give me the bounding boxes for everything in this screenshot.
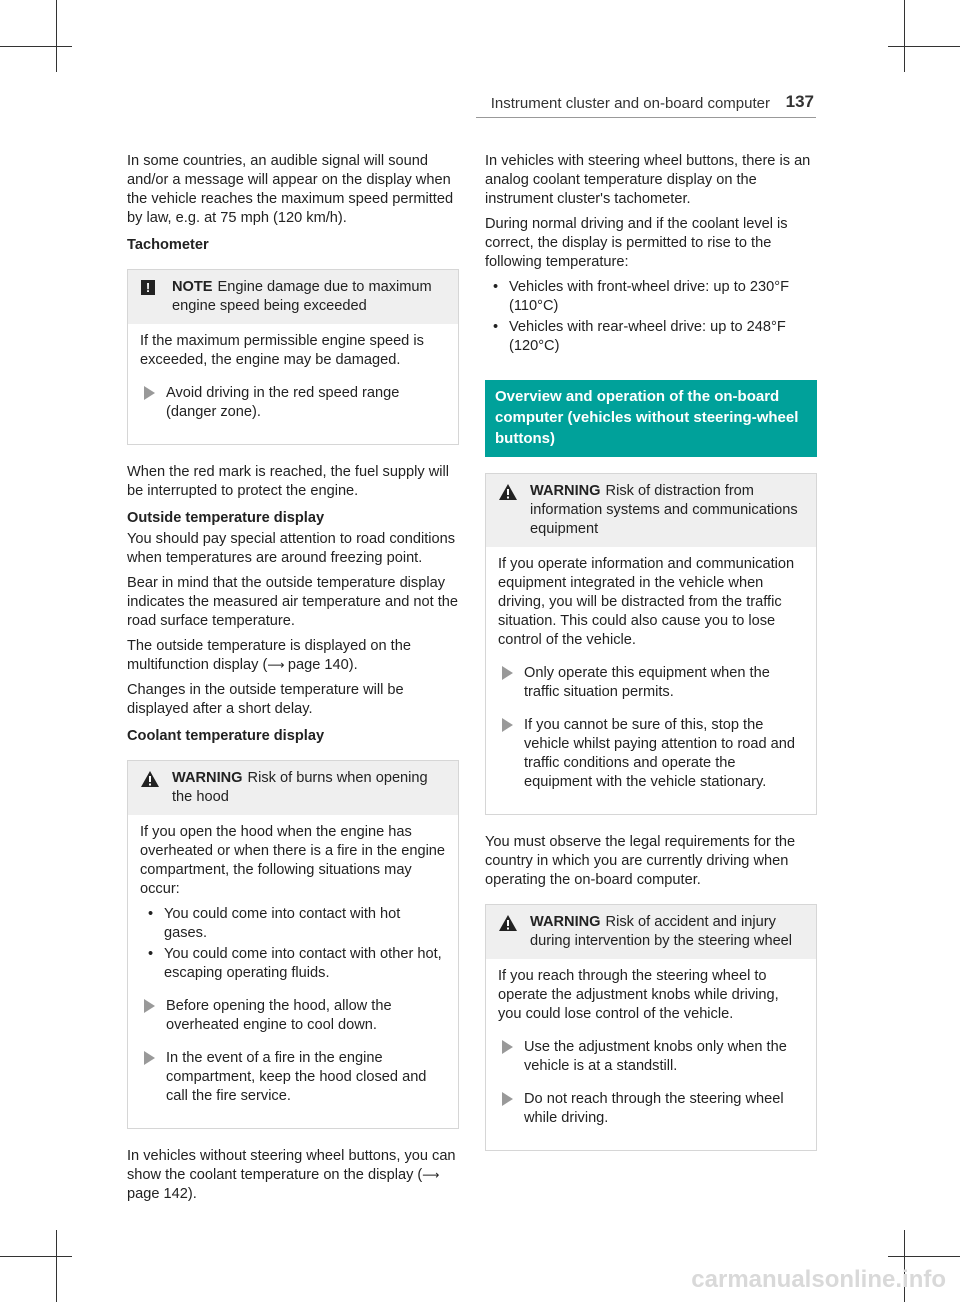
right-column <box>485 152 817 1169</box>
step-arrow-icon <box>502 1040 513 1054</box>
page-number: 137 <box>785 92 814 111</box>
step-text: Only operate this equipment when the traffic situation permits. <box>524 665 770 700</box>
outside-paragraph-3: The outside temperature is displayed on the multifunction display (⟶ page 140). <box>127 638 411 673</box>
temperature-bullet-list <box>485 278 817 356</box>
warning-body <box>486 959 816 1150</box>
watermark: carmanualsonline.info <box>691 1266 946 1293</box>
step-arrow-icon <box>502 718 513 732</box>
legal-requirements-paragraph: You must observe the legal requirements for the country in which you are currently driving when operating the on-board computer. <box>485 834 796 888</box>
warning-tag: WARNING <box>172 770 243 786</box>
note-title: Engine damage due to maximum engine speed being exceeded <box>172 279 432 314</box>
outside-paragraph-1: You should pay special attention to road conditions when temperatures are around freezing point. <box>127 531 456 566</box>
warning-title: Risk of distraction from information systems and communications equipment <box>530 483 798 537</box>
note-tag: NOTE <box>172 279 213 295</box>
outside-paragraph-2: Bear in mind that the outside temperature display indicates the measured air temperature and not the road surface temperature. <box>127 575 458 629</box>
warning-body <box>128 815 458 1128</box>
note-icon: ! <box>141 280 155 295</box>
crop-mark <box>56 0 57 72</box>
crop-mark <box>888 46 960 47</box>
warning-header <box>486 474 816 547</box>
tachometer-heading: Tachometer <box>127 237 209 253</box>
step-arrow-icon <box>502 1092 513 1106</box>
crop-mark <box>0 1256 72 1257</box>
bullet-icon: • <box>148 946 154 962</box>
warning-text: If you operate information and communication equipment integrated in the vehicle when driving, you will be distracted from the traffic situation. This could also cause you to lose control of the vehicle. <box>498 556 795 648</box>
list-item: • Vehicles with front-wheel drive: up to 230°F (110°C) <box>493 279 790 314</box>
warning-body <box>486 547 816 814</box>
warning-triangle-icon <box>499 484 517 500</box>
ref-arrow-icon: ⟶ <box>267 658 288 672</box>
instruction-step <box>498 716 804 792</box>
crop-mark <box>888 1256 960 1257</box>
list-item: • You could come into contact with other hot, escaping operating fluids. <box>148 946 442 981</box>
coolant-heading: Coolant temperature display <box>127 728 325 744</box>
page-reference-link[interactable]: page 140 <box>287 657 349 673</box>
instruction-step <box>140 997 446 1035</box>
crop-mark <box>0 46 72 47</box>
warning-bullet-list <box>140 905 446 983</box>
running-header <box>476 92 816 118</box>
instruction-step <box>498 1090 804 1128</box>
step-arrow-icon <box>144 386 155 400</box>
bullet-icon: • <box>493 319 499 335</box>
warning-box <box>485 904 817 1151</box>
step-arrow-icon <box>144 999 155 1013</box>
page-reference-link[interactable]: page 142 <box>127 1186 188 1202</box>
step-text: Do not reach through the steering wheel while driving. <box>524 1091 784 1126</box>
list-item: • You could come into contact with hot gases. <box>148 906 401 941</box>
step-arrow-icon <box>144 1051 155 1065</box>
section-banner: Overview and operation of the on-board computer (vehicles without steering-wheel buttons) <box>485 380 817 457</box>
warning-text: If you reach through the steering wheel to operate the adjustment knobs while driving, you could lose control of the vehicle. <box>498 968 779 1022</box>
warning-text: If you open the hood when the engine has overheated or when there is a fire in the engine compartment, the following situations may occur: <box>140 824 446 897</box>
list-item: • Vehicles with rear-wheel drive: up to 248°F (120°C) <box>493 319 786 354</box>
closing-paragraph: In vehicles without steering wheel buttons, you can show the coolant temperature on the display (⟶ page 142). <box>127 1148 456 1202</box>
warning-title: Risk of burns when opening the hood <box>172 770 428 805</box>
coolant-analog-paragraph: In vehicles with steering wheel buttons, there is an analog coolant temperature display on the instrument cluster's tachometer. <box>485 153 811 207</box>
intro-paragraph: In some countries, an audible signal will sound and/or a message will appear on the display when the vehicle reaches the maximum speed permitted by law, e.g. at 75 mph (120 km/h). <box>127 153 454 226</box>
outside-temp-heading: Outside temperature display <box>127 510 325 526</box>
header-rule <box>476 117 816 118</box>
warning-header <box>486 905 816 959</box>
instruction-step <box>140 384 446 422</box>
coolant-level-paragraph: During normal driving and if the coolant level is correct, the display is permitted to rise to the following temperature: <box>485 216 788 270</box>
step-text: In the event of a fire in the engine compartment, keep the hood closed and call the fire service. <box>166 1050 427 1104</box>
note-box <box>127 269 459 445</box>
warning-triangle-icon <box>141 771 159 787</box>
warning-box <box>127 760 459 1129</box>
warning-title: Risk of accident and injury during intervention by the steering wheel <box>530 914 793 949</box>
crop-mark <box>56 1230 57 1302</box>
step-text: If you cannot be sure of this, stop the vehicle whilst paying attention to road and traffic conditions and operate the equipment with the vehicle stationary. <box>524 717 795 790</box>
after-note-paragraph: When the red mark is reached, the fuel supply will be interrupted to protect the engine. <box>127 464 450 499</box>
note-body <box>128 324 458 444</box>
ref-arrow-icon: ⟶ <box>422 1168 440 1182</box>
instruction-step <box>498 1038 804 1076</box>
step-text: Before opening the hood, allow the overheated engine to cool down. <box>166 998 392 1033</box>
left-column <box>127 152 459 1210</box>
note-text: If the maximum permissible engine speed is exceeded, the engine may be damaged. <box>140 333 424 368</box>
note-header <box>128 270 458 324</box>
instruction-step <box>498 664 804 702</box>
warning-box <box>485 473 817 815</box>
outside-paragraph-4: Changes in the outside temperature will be displayed after a short delay. <box>127 682 404 717</box>
warning-tag: WARNING <box>530 914 601 930</box>
step-text: Avoid driving in the red speed range (danger zone). <box>166 385 400 420</box>
warning-header <box>128 761 458 815</box>
header-title: Instrument cluster and on-board computer <box>490 95 770 112</box>
step-arrow-icon <box>502 666 513 680</box>
bullet-icon: • <box>148 906 154 922</box>
instruction-step <box>140 1049 446 1106</box>
warning-tag: WARNING <box>530 483 601 499</box>
bullet-icon: • <box>493 279 499 295</box>
step-text: Use the adjustment knobs only when the vehicle is at a standstill. <box>524 1039 787 1074</box>
warning-triangle-icon <box>499 915 517 931</box>
crop-mark <box>904 0 905 72</box>
